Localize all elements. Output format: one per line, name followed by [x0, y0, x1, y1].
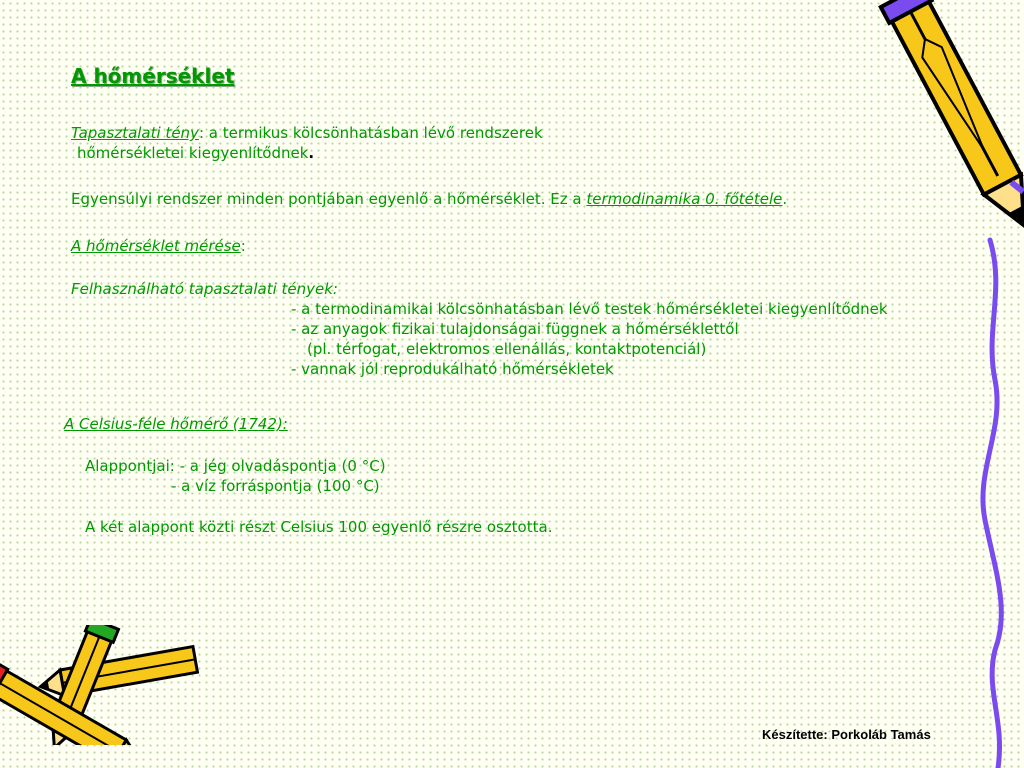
celsius-points-line2: - a víz forráspontja (100 °C): [171, 477, 380, 495]
page-title: A hőmérséklet: [71, 64, 235, 88]
experimental-fact-line2-text: hőmérsékletei kiegyenlítődnek: [77, 144, 309, 162]
experimental-fact-line2: [77, 143, 314, 163]
measurement-label: A hőmérséklet mérése: [71, 237, 241, 255]
experimental-fact-text: : a termikus kölcsönhatásban lévő rendszerek: [198, 124, 543, 142]
pencil-icon: [850, 0, 1024, 260]
experimental-fact-line2-end: .: [308, 144, 315, 162]
usable-fact-item: - vannak jól reprodukálható hőmérsékletek: [291, 360, 614, 378]
zeroth-law-link: termodinamika 0. főtétele: [586, 190, 783, 208]
usable-fact-item: (pl. térfogat, elektromos ellenállás, kontaktpotenciál): [307, 340, 707, 358]
measurement-heading: [71, 236, 246, 256]
equilibrium-end: .: [782, 190, 788, 208]
equilibrium-text: Egyensúlyi rendszer minden pontjában egyenlő a hőmérséklet. Ez a: [71, 190, 587, 208]
usable-facts-label: Felhasználható tapasztalati tények:: [71, 280, 338, 298]
experimental-fact: [71, 123, 543, 143]
celsius-heading: A Celsius-féle hőmérő (1742):: [64, 415, 288, 433]
crossed-pencils-icon: [0, 625, 210, 745]
celsius-division: A két alappont közti részt Celsius 100 egyenlő részre osztotta.: [85, 518, 553, 536]
celsius-points-line1: Alappontjai: - a jég olvadáspontja (0 °C): [85, 457, 386, 475]
experimental-fact-label: Tapasztalati tény: [71, 124, 199, 142]
measurement-colon: :: [240, 237, 246, 255]
usable-fact-item: - a termodinamikai kölcsönhatásban lévő testek hőmérsékletei kiegyenlítődnek: [291, 300, 888, 318]
usable-fact-item: - az anyagok fizikai tulajdonságai függnek a hőmérséklettől: [291, 320, 739, 338]
equilibrium-statement: [71, 189, 787, 209]
author-credit: Készítette: Porkoláb Tamás: [762, 727, 931, 742]
